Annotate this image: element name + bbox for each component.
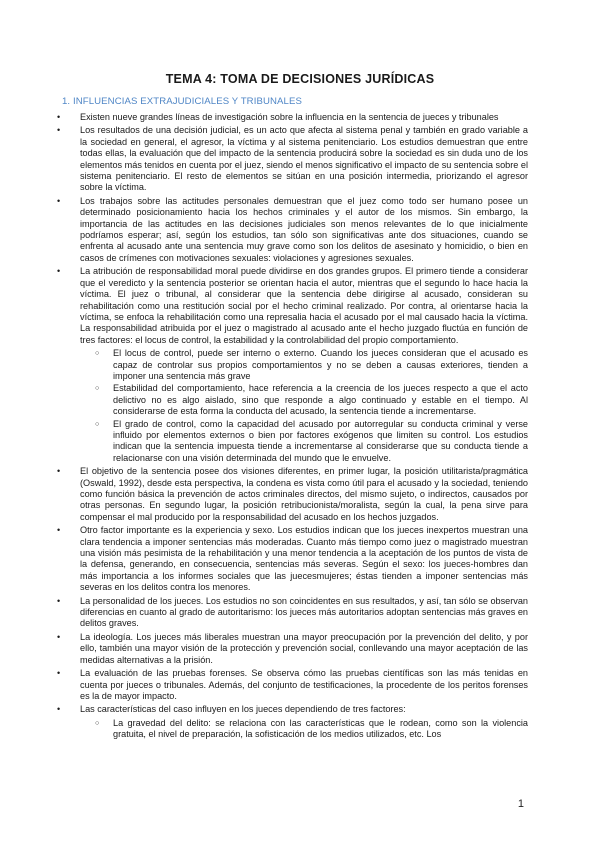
list-item: • Los trabajos sobre las actitudes personales demuestran que el juez como todo ser humano posee un determinado posicionamiento hacia los hechos criminales y el autor de los mismos. Sin embargo, la importancia de las actitudes en las decisiones judiciales son menos relevantes de lo que inicialmente podríamos esperar; así, según los estudios, tan sólo son significativas ante dos situaciones, cuando se enfrenta al acusado ante una sentencia muy grave como son los delitos de asesinato y homicidio, o bien en casos de crímenes con motivaciones sexuales: violaciones y agresiones sexuales. <box>80 196 528 264</box>
list-item: • La personalidad de los jueces. Los estudios no son coincidentes en sus resultados, y así, tan sólo se observan diferencias en cuanto al grado de autoritarismo: los jueces más autoritarios adoptan sentencias más graves en delitos graves. <box>80 596 528 630</box>
list-item-text: Las características del caso influyen en los jueces dependiendo de tres factores: <box>80 704 406 715</box>
page-title: TEMA 4: TOMA DE DECISIONES JURÍDICAS <box>165 72 435 86</box>
list-item: • El objetivo de la sentencia posee dos visiones diferentes, en primer lugar, la posición utilitarista/pragmática (Oswald, 1992), desde esta perspectiva, la condena es vista como útil para el acusado y la sociedad, teniendo como función básica la prevención de actos criminales directos, del mismo sujeto, o indirectos, causados por otras personas. En segundo lugar, la posición retribucionista/moralista, según la cual, la pena sirve para compensar el mal producido por la responsabilidad del acusado en los hechos juzgados. <box>80 466 528 523</box>
sub-bullet-list <box>80 718 528 741</box>
list-item <box>80 266 528 464</box>
sub-bullet-list <box>80 348 528 464</box>
list-item: • Los resultados de una decisión judicial, es un acto que afecta al sistema penal y también en grado variable a la sociedad en general, el agresor, la víctima y al sistema penitenciario. Los estudios demuestran que entre todas ellas, la evaluación que del impacto de la sentencia producirá sobre la sociedad es sin duda uno de los elementos más tenidos en cuenta por el juez, siendo el menos significativo el impacto de su sentencia sobre el sistema penitenciario. El resto de elementos se sitúan en una posición intermedia, priorizando el agresor sobre la víctima. <box>80 125 528 193</box>
sub-list-item: ○ El grado de control, como la capacidad del acusado por autorregular su conducta criminal y verse influido por elementos externos o bien por factores exógenos que limiten su control. Los estudios indican que la sentencia impuesta tiende a incrementarse al considerarse que su conducta tiende a relacionarse con una visión determinada del mundo que le envuelve. <box>113 419 528 465</box>
document-body <box>80 112 528 743</box>
list-item: • La evaluación de las pruebas forenses. Se observa cómo las pruebas científicas son las más tenidas en cuenta por jueces o tribunales. Además, del conjunto de testificaciones, la procedente de los peritos forenses es la de mayor impacto. <box>80 668 528 702</box>
sub-list-item: ○ La gravedad del delito: se relaciona con las características que le rodean, como son la violencia gratuita, el nivel de preparación, la sofisticación de los medios utilizados, etc. Los <box>113 718 528 741</box>
main-bullet-list <box>80 112 528 741</box>
list-item: • Otro factor importante es la experiencia y sexo. Los estudios indican que los jueces inexpertos muestran una clara tendencia a imponer sentencias más moderadas. Cuanto más tiempo como juez o magistrado muestran una visión más pesimista de la rehabilitación y una menor tendencia a la aceptación de los puntos de vista de la defensa, generando, en consecuencia, sentencias más severas. Según el sexo: los jueces-hombres dan más importancia a los informes sociales que las juecesmujeres; éstas tienden a imponer sentencias más severas en los delitos contra los menores. <box>80 525 528 593</box>
list-item <box>80 704 528 740</box>
page-number: 1 <box>517 798 524 810</box>
list-item: • Existen nueve grandes líneas de investigación sobre la influencia en la sentencia de jueces y tribunales <box>80 112 528 123</box>
list-item-text: La atribución de responsabilidad moral puede dividirse en dos grandes grupos. El primero tiende a considerar que el veredicto y la sentencia posterior se orientan hacia el autor, mientras que el segundo lo hace hacia la víctima. El juez o tribunal, al considerar que la sentencia debe dirigirse al acusado, consideran su rehabilitación como una restitución social por el hecho criminal realizado. Por contra, al orientarse hacia la víctima, se enfoca la rehabilitación como una represalia hacia el acusado por el mal causado hacia la víctima. La responsabilidad atribuida por el juez o magistrado al acusado ante el hecho juzgado fluctúa en función de tres factores: el locus de control, la estabilidad y la controlabilidad del propio comportamiento. <box>80 266 528 345</box>
sub-list-item: ○ El locus de control, puede ser interno o externo. Cuando los jueces consideran que el acusado es capaz de controlar sus propios comportamientos y no se deben a causas exteriores, tienden a imponer una sentencia más grave <box>113 348 528 382</box>
sub-list-item: ○ Estabilidad del comportamiento, hace referencia a la creencia de los jueces respecto a que el acto delictivo no es algo aislado, sino que responde a algo continuado y estable en el tiempo. Al considerarse de esta forma la conducta del acusado, la sentencia tiende a incrementarse. <box>113 383 528 417</box>
list-item: • La ideología. Los jueces más liberales muestran una mayor preocupación por la prevención del delito, y por ello, también una mayor visión de la protección y prevención social, conllevando una mayor aceptación de las medidas alternativas a la prisión. <box>80 632 528 666</box>
section-heading: 1. INFLUENCIAS EXTRAJUDICIALES Y TRIBUNALES <box>62 96 302 107</box>
